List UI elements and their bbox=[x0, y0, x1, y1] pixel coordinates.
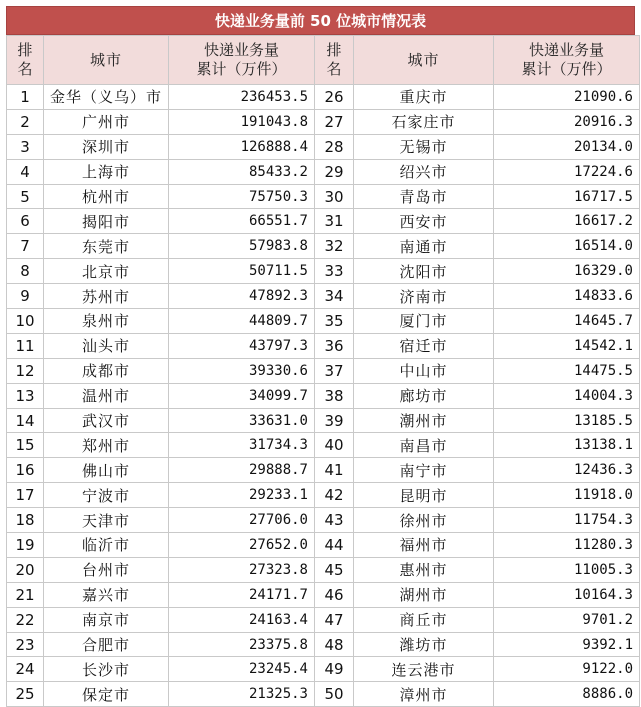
city-cell: 东莞市 bbox=[44, 234, 169, 259]
city-cell: 上海市 bbox=[44, 159, 169, 184]
city-cell: 惠州市 bbox=[354, 557, 494, 582]
table-row bbox=[7, 607, 640, 632]
rank-cell: 14 bbox=[7, 408, 44, 433]
rank-cell: 7 bbox=[7, 234, 44, 259]
rank-cell: 27 bbox=[315, 109, 354, 134]
volume-cell: 75750.3 bbox=[169, 184, 315, 209]
rank-cell: 18 bbox=[7, 508, 44, 533]
city-cell: 郑州市 bbox=[44, 433, 169, 458]
volume-cell: 27706.0 bbox=[169, 508, 315, 533]
city-cell: 无锡市 bbox=[354, 134, 494, 159]
volume-cell: 29888.7 bbox=[169, 458, 315, 483]
table-row bbox=[7, 209, 640, 234]
table-row bbox=[7, 533, 640, 558]
table-row bbox=[7, 582, 640, 607]
city-cell: 湖州市 bbox=[354, 582, 494, 607]
rank-cell: 44 bbox=[315, 533, 354, 558]
volume-cell: 31734.3 bbox=[169, 433, 315, 458]
city-cell: 廊坊市 bbox=[354, 383, 494, 408]
volume-cell: 47892.3 bbox=[169, 284, 315, 309]
volume-cell: 14004.3 bbox=[494, 383, 640, 408]
rank-cell: 26 bbox=[315, 85, 354, 110]
rank-cell: 8 bbox=[7, 259, 44, 284]
table-row bbox=[7, 408, 640, 433]
rank-cell: 43 bbox=[315, 508, 354, 533]
rank-cell: 50 bbox=[315, 682, 354, 707]
rank-cell: 33 bbox=[315, 259, 354, 284]
volume-cell: 44809.7 bbox=[169, 309, 315, 334]
rank-cell: 45 bbox=[315, 557, 354, 582]
volume-cell: 13185.5 bbox=[494, 408, 640, 433]
rank-cell: 31 bbox=[315, 209, 354, 234]
table-row bbox=[7, 657, 640, 682]
city-cell: 广州市 bbox=[44, 109, 169, 134]
city-cell: 北京市 bbox=[44, 259, 169, 284]
rank-cell: 47 bbox=[315, 607, 354, 632]
rank-cell: 48 bbox=[315, 632, 354, 657]
volume-cell: 33631.0 bbox=[169, 408, 315, 433]
volume-cell: 14475.5 bbox=[494, 358, 640, 383]
rank-cell: 2 bbox=[7, 109, 44, 134]
city-cell: 徐州市 bbox=[354, 508, 494, 533]
city-cell: 杭州市 bbox=[44, 184, 169, 209]
rank-cell: 19 bbox=[7, 533, 44, 558]
volume-cell: 236453.5 bbox=[169, 85, 315, 110]
header-rank-right bbox=[315, 36, 354, 85]
table-row bbox=[7, 184, 640, 209]
volume-cell: 85433.2 bbox=[169, 159, 315, 184]
city-volume-table-container bbox=[6, 6, 635, 707]
volume-cell: 43797.3 bbox=[169, 333, 315, 358]
city-cell: 台州市 bbox=[44, 557, 169, 582]
rank-cell: 40 bbox=[315, 433, 354, 458]
city-cell: 福州市 bbox=[354, 533, 494, 558]
header-volume-right bbox=[494, 36, 640, 85]
city-cell: 南昌市 bbox=[354, 433, 494, 458]
volume-cell: 21325.3 bbox=[169, 682, 315, 707]
city-cell: 汕头市 bbox=[44, 333, 169, 358]
city-cell: 南通市 bbox=[354, 234, 494, 259]
volume-cell: 57983.8 bbox=[169, 234, 315, 259]
table-body bbox=[7, 85, 640, 707]
rank-cell: 11 bbox=[7, 333, 44, 358]
rank-cell: 36 bbox=[315, 333, 354, 358]
city-cell: 潮州市 bbox=[354, 408, 494, 433]
city-cell: 连云港市 bbox=[354, 657, 494, 682]
table-row bbox=[7, 632, 640, 657]
header-rank-text: 排 名 bbox=[326, 41, 342, 78]
city-cell: 成都市 bbox=[44, 358, 169, 383]
city-cell: 济南市 bbox=[354, 284, 494, 309]
rank-cell: 24 bbox=[7, 657, 44, 682]
city-cell: 合肥市 bbox=[44, 632, 169, 657]
city-cell: 温州市 bbox=[44, 383, 169, 408]
city-cell: 南宁市 bbox=[354, 458, 494, 483]
rank-cell: 49 bbox=[315, 657, 354, 682]
header-city-right: 城市 bbox=[354, 36, 494, 85]
city-cell: 绍兴市 bbox=[354, 159, 494, 184]
rank-cell: 41 bbox=[315, 458, 354, 483]
volume-cell: 27323.8 bbox=[169, 557, 315, 582]
city-cell: 金华（义乌）市 bbox=[44, 85, 169, 110]
city-cell: 昆明市 bbox=[354, 483, 494, 508]
volume-cell: 10164.3 bbox=[494, 582, 640, 607]
rank-cell: 10 bbox=[7, 309, 44, 334]
city-cell: 中山市 bbox=[354, 358, 494, 383]
volume-cell: 20916.3 bbox=[494, 109, 640, 134]
rank-cell: 32 bbox=[315, 234, 354, 259]
city-cell: 宁波市 bbox=[44, 483, 169, 508]
city-cell: 漳州市 bbox=[354, 682, 494, 707]
volume-cell: 16329.0 bbox=[494, 259, 640, 284]
volume-cell: 11918.0 bbox=[494, 483, 640, 508]
rank-cell: 4 bbox=[7, 159, 44, 184]
volume-cell: 12436.3 bbox=[494, 458, 640, 483]
volume-cell: 13138.1 bbox=[494, 433, 640, 458]
header-volume-text: 快递业务量 累计（万件） bbox=[196, 41, 287, 78]
rank-cell: 6 bbox=[7, 209, 44, 234]
rank-cell: 3 bbox=[7, 134, 44, 159]
city-cell: 嘉兴市 bbox=[44, 582, 169, 607]
rank-cell: 39 bbox=[315, 408, 354, 433]
volume-cell: 16717.5 bbox=[494, 184, 640, 209]
table-row bbox=[7, 309, 640, 334]
city-cell: 宿迁市 bbox=[354, 333, 494, 358]
volume-cell: 39330.6 bbox=[169, 358, 315, 383]
volume-cell: 9392.1 bbox=[494, 632, 640, 657]
table-row bbox=[7, 483, 640, 508]
table-row bbox=[7, 433, 640, 458]
rank-cell: 22 bbox=[7, 607, 44, 632]
rank-cell: 46 bbox=[315, 582, 354, 607]
table-row bbox=[7, 134, 640, 159]
city-cell: 临沂市 bbox=[44, 533, 169, 558]
table-title: 快递业务量前 50 位城市情况表 bbox=[6, 6, 635, 35]
header-volume-left bbox=[169, 36, 315, 85]
volume-cell: 126888.4 bbox=[169, 134, 315, 159]
city-cell: 苏州市 bbox=[44, 284, 169, 309]
table-row bbox=[7, 508, 640, 533]
table-row bbox=[7, 259, 640, 284]
city-cell: 石家庄市 bbox=[354, 109, 494, 134]
rank-cell: 25 bbox=[7, 682, 44, 707]
rank-cell: 21 bbox=[7, 582, 44, 607]
city-cell: 揭阳市 bbox=[44, 209, 169, 234]
table-row bbox=[7, 159, 640, 184]
city-cell: 厦门市 bbox=[354, 309, 494, 334]
volume-cell: 8886.0 bbox=[494, 682, 640, 707]
rank-cell: 17 bbox=[7, 483, 44, 508]
city-cell: 泉州市 bbox=[44, 309, 169, 334]
rank-cell: 16 bbox=[7, 458, 44, 483]
rank-cell: 42 bbox=[315, 483, 354, 508]
table-row bbox=[7, 85, 640, 110]
volume-cell: 11005.3 bbox=[494, 557, 640, 582]
volume-cell: 11754.3 bbox=[494, 508, 640, 533]
rank-cell: 23 bbox=[7, 632, 44, 657]
rank-cell: 1 bbox=[7, 85, 44, 110]
header-volume-text: 快递业务量 累计（万件） bbox=[521, 41, 612, 78]
volume-cell: 24171.7 bbox=[169, 582, 315, 607]
volume-cell: 191043.8 bbox=[169, 109, 315, 134]
table-row bbox=[7, 284, 640, 309]
volume-cell: 34099.7 bbox=[169, 383, 315, 408]
table-row bbox=[7, 557, 640, 582]
rank-cell: 13 bbox=[7, 383, 44, 408]
rank-cell: 28 bbox=[315, 134, 354, 159]
volume-cell: 23245.4 bbox=[169, 657, 315, 682]
header-rank-text: 排 名 bbox=[17, 41, 33, 78]
volume-cell: 16617.2 bbox=[494, 209, 640, 234]
rank-cell: 37 bbox=[315, 358, 354, 383]
volume-cell: 9122.0 bbox=[494, 657, 640, 682]
volume-cell: 14542.1 bbox=[494, 333, 640, 358]
city-cell: 天津市 bbox=[44, 508, 169, 533]
city-cell: 西安市 bbox=[354, 209, 494, 234]
volume-cell: 21090.6 bbox=[494, 85, 640, 110]
city-cell: 佛山市 bbox=[44, 458, 169, 483]
volume-cell: 20134.0 bbox=[494, 134, 640, 159]
volume-cell: 9701.2 bbox=[494, 607, 640, 632]
city-cell: 武汉市 bbox=[44, 408, 169, 433]
rank-cell: 35 bbox=[315, 309, 354, 334]
city-cell: 南京市 bbox=[44, 607, 169, 632]
volume-cell: 14645.7 bbox=[494, 309, 640, 334]
table-row bbox=[7, 682, 640, 707]
rank-cell: 34 bbox=[315, 284, 354, 309]
volume-cell: 16514.0 bbox=[494, 234, 640, 259]
rank-cell: 38 bbox=[315, 383, 354, 408]
table-row bbox=[7, 358, 640, 383]
volume-cell: 23375.8 bbox=[169, 632, 315, 657]
header-city-left: 城市 bbox=[44, 36, 169, 85]
city-cell: 潍坊市 bbox=[354, 632, 494, 657]
rank-cell: 15 bbox=[7, 433, 44, 458]
header-rank-left bbox=[7, 36, 44, 85]
rank-cell: 9 bbox=[7, 284, 44, 309]
rank-cell: 20 bbox=[7, 557, 44, 582]
rank-cell: 12 bbox=[7, 358, 44, 383]
volume-cell: 29233.1 bbox=[169, 483, 315, 508]
city-cell: 深圳市 bbox=[44, 134, 169, 159]
volume-cell: 50711.5 bbox=[169, 259, 315, 284]
table-row bbox=[7, 234, 640, 259]
city-cell: 沈阳市 bbox=[354, 259, 494, 284]
volume-cell: 17224.6 bbox=[494, 159, 640, 184]
table-row bbox=[7, 333, 640, 358]
city-cell: 商丘市 bbox=[354, 607, 494, 632]
volume-cell: 14833.6 bbox=[494, 284, 640, 309]
rank-cell: 30 bbox=[315, 184, 354, 209]
volume-cell: 11280.3 bbox=[494, 533, 640, 558]
rank-cell: 29 bbox=[315, 159, 354, 184]
table-row bbox=[7, 109, 640, 134]
rank-cell: 5 bbox=[7, 184, 44, 209]
volume-cell: 27652.0 bbox=[169, 533, 315, 558]
city-volume-table bbox=[6, 35, 640, 707]
table-row bbox=[7, 458, 640, 483]
city-cell: 青岛市 bbox=[354, 184, 494, 209]
city-cell: 保定市 bbox=[44, 682, 169, 707]
volume-cell: 66551.7 bbox=[169, 209, 315, 234]
city-cell: 重庆市 bbox=[354, 85, 494, 110]
table-row bbox=[7, 383, 640, 408]
city-cell: 长沙市 bbox=[44, 657, 169, 682]
volume-cell: 24163.4 bbox=[169, 607, 315, 632]
table-header-row bbox=[7, 36, 640, 85]
